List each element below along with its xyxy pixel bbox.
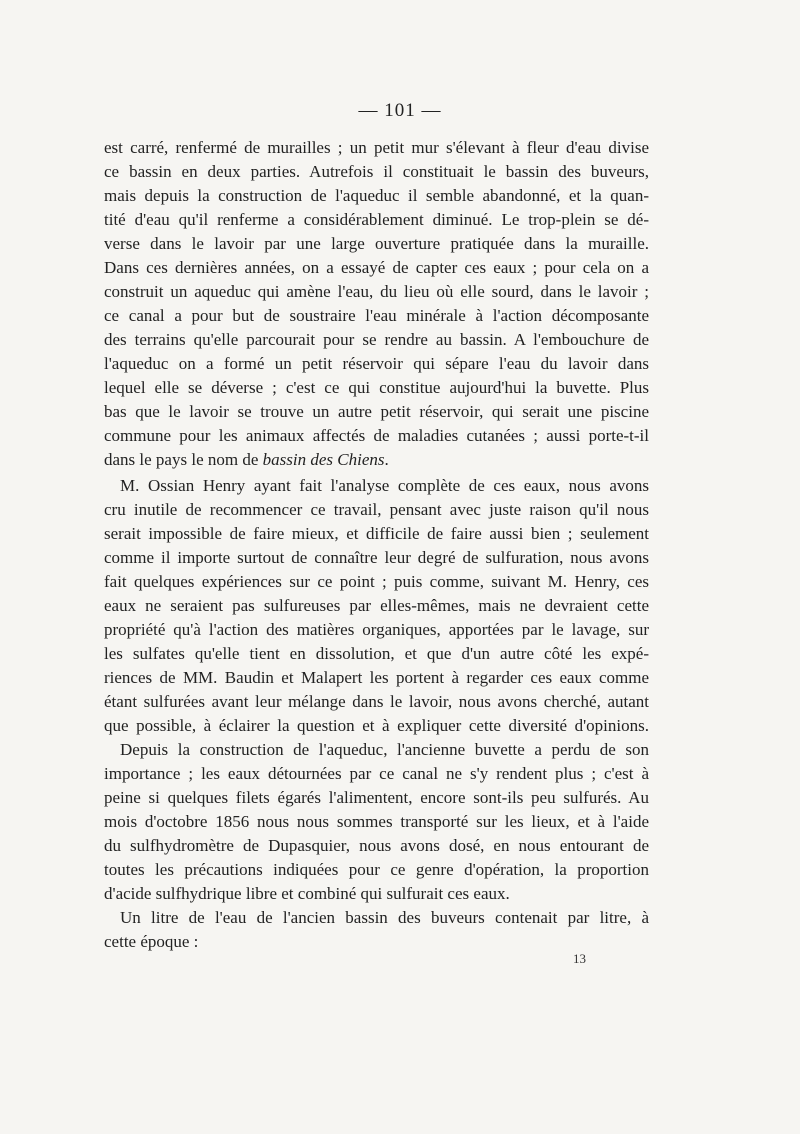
text-line: importance ; les eaux détournées par ce canal ne s'y rendent plus ; c'est à: [104, 764, 649, 783]
text-line: cru inutile de recommencer ce travail, pensant avec juste raison qu'il nous: [104, 500, 649, 519]
text-line: est carré, renfermé de murailles ; un petit mur s'élevant à fleur d'eau divise: [104, 138, 649, 157]
italic-place-name: bassin des Chiens: [262, 450, 385, 469]
text-line: mais depuis la construction de l'aqueduc il semble abandonné, et la quan-: [104, 186, 649, 205]
text-line: que possible, à éclairer la question et à expliquer cette diversité d'opinions.: [104, 716, 649, 735]
text-line: du sulfhydromètre de Dupasquier, nous avons dosé, en nous entourant de: [104, 836, 649, 855]
text-line: bas que le lavoir se trouve un autre petit réservoir, qui serait une piscine: [104, 402, 649, 421]
text-line: propriété qu'à l'action des matières organiques, apportées par le lavage, sur: [104, 620, 649, 639]
text-line: M. Ossian Henry ayant fait l'analyse complète de ces eaux, nous avons: [120, 476, 649, 495]
text-line: ce bassin en deux parties. Autrefois il constituait le bassin des buveurs,: [104, 162, 649, 181]
text-line: les sulfates qu'elle tient en dissolution, et que d'un autre côté les expé-: [104, 644, 649, 663]
text-line: eaux ne seraient pas sulfureuses par elles-mêmes, mais ne devraient cette: [104, 596, 649, 615]
text-line: riences de MM. Baudin et Malapert les portent à regarder ces eaux comme: [104, 668, 649, 687]
text-line: verse dans le lavoir par une large ouverture pratiquée dans la muraille.: [104, 234, 649, 253]
text-line: [104, 448, 649, 472]
text-line: cette époque :: [104, 932, 199, 951]
text-line: Depuis la construction de l'aqueduc, l'ancienne buvette a perdu de son: [120, 740, 649, 759]
text-segment: dans le pays le nom de: [104, 450, 263, 469]
text-line: des terrains qu'elle parcourait pour se rendre au bassin. A l'embouchure de: [104, 330, 649, 349]
text-line: Dans ces dernières années, on a essayé de capter ces eaux ; pour cela on a: [104, 258, 649, 277]
text-line: comme il importe surtout de connaître leur degré de sulfuration, nous avons: [104, 548, 649, 567]
page-number-header: — 101 —: [358, 100, 442, 121]
text-line: étant sulfurées avant leur mélange dans le lavoir, nous avons cherché, autant: [104, 692, 649, 711]
text-line: ce canal a pour but de soustraire l'eau minérale à l'action décomposante: [104, 306, 649, 325]
text-line: toutes les précautions indiquées pour ce genre d'opération, la proportion: [104, 860, 649, 879]
text-line: serait impossible de faire mieux, et difficile de faire aussi bien ; seulement: [104, 524, 649, 543]
signature-mark: 13: [573, 951, 586, 966]
text-line: fait quelques expériences sur ce point ; puis comme, suivant M. Henry, ces: [104, 572, 649, 591]
text-line: mois d'octobre 1856 nous nous sommes transporté sur les lieux, et à l'aide: [104, 812, 649, 831]
text-line: commune pour les animaux affectés de maladies cutanées ; aussi porte-t-il: [104, 426, 649, 445]
text-line: tité d'eau qu'il renferme a considérablement diminué. Le trop-plein se dé-: [104, 210, 649, 229]
text-line: d'acide sulfhydrique libre et combiné qui sulfurait ces eaux.: [104, 884, 510, 903]
text-line: peine si quelques filets égarés l'alimentent, encore sont-ils peu sulfurés. Au: [104, 788, 649, 807]
text-line: Un litre de l'eau de l'ancien bassin des buveurs contenait par litre, à: [120, 908, 649, 927]
text-line: l'aqueduc on a formé un petit réservoir qui sépare l'eau du lavoir dans: [104, 354, 649, 373]
text-line: lequel elle se déverse ; c'est ce qui constitue aujourd'hui la buvette. Plus: [104, 378, 649, 397]
text-line: construit un aqueduc qui amène l'eau, du lieu où elle sourd, dans le lavoir ;: [104, 282, 649, 301]
text-segment: .: [384, 450, 389, 469]
